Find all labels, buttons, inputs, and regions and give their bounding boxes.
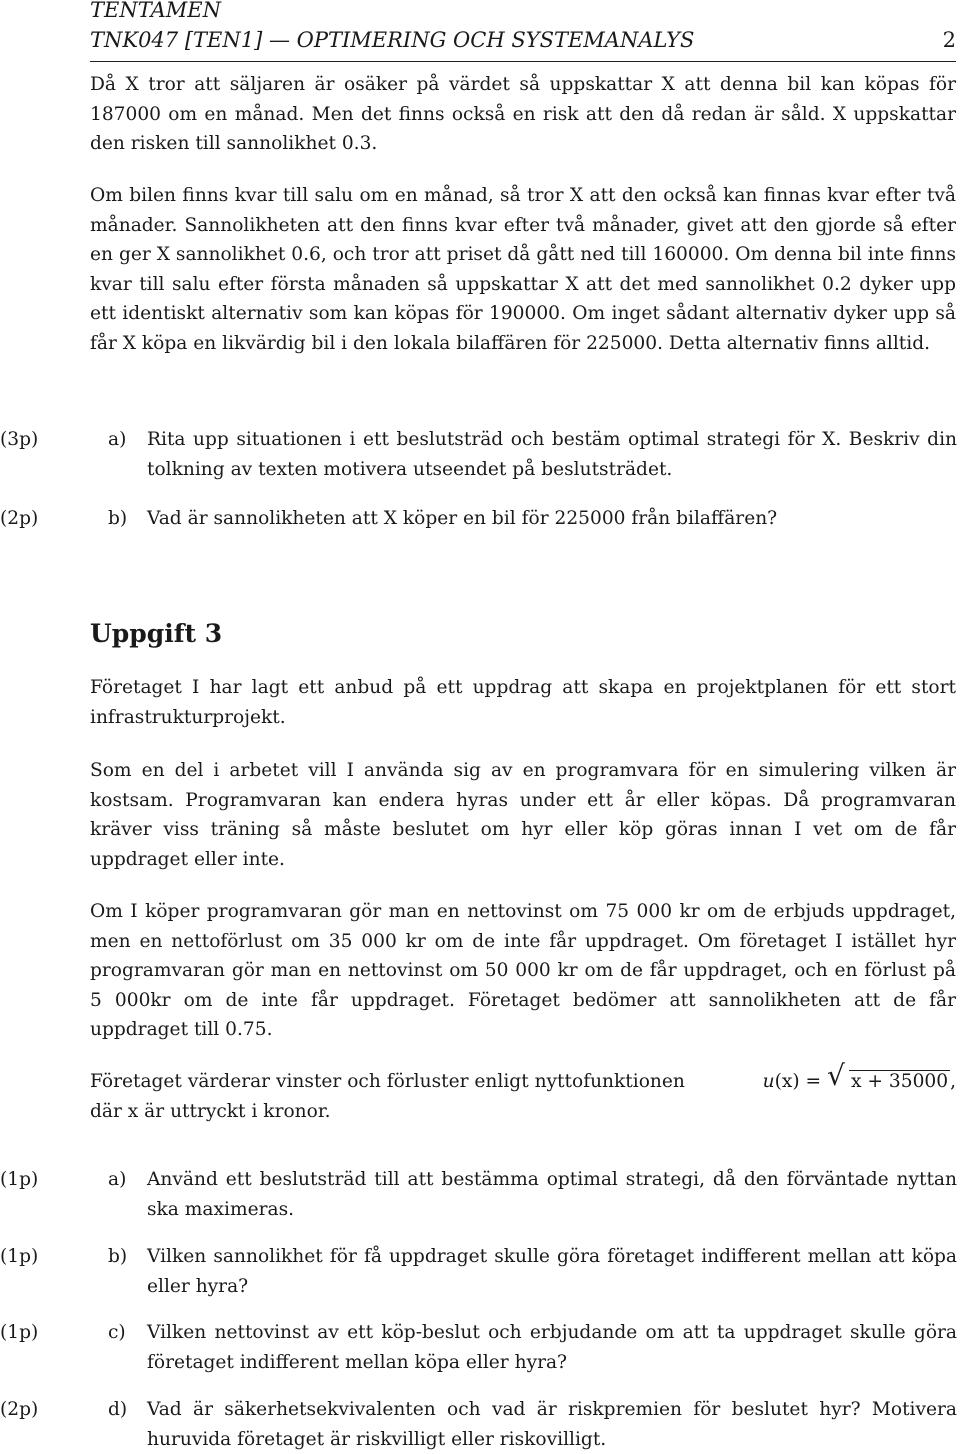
radical-sign: √ (827, 1059, 845, 1092)
utility-line (90, 1059, 956, 1097)
intro-paragraph-2: Om bilen finns kvar till salu om en månad, så tror X att den också kan finnas kvar efter två månader. Sannolikheten att den finns kvar efter två månader, givet att den gjorde så efter en ger X sannolikhet 0.6, och tror att priset då gått ned till 160000. Om denna bil inte finns kvar till salu efter första månaden så uppskattar X att det med sannolikhet 0.2 dyker upp ett identiskt alternativ som kan köpas för 190000. Om inget sådant alternativ dyker upp så får X köpa en likvärdig bil i den lokala bilaffären för 225000. Detta alternativ finns alltid. (90, 185, 956, 354)
question-text: Vad är säkerhetsekvivalenten och vad är riskpremien för beslutet hyr? Motivera huruvida företaget är riskvilligt eller riskovilligt. (147, 1399, 957, 1450)
question-label: c) (108, 1322, 126, 1343)
question-label: a) (108, 1169, 127, 1190)
question-text: Vad är sannolikheten att X köper en bil för 225000 från bilaffären? (147, 508, 778, 529)
header-course-text: TNK047 [TEN1] — OPTIMERING OCH SYSTEMANALYS (90, 28, 695, 52)
task3-paragraph-3: Om I köper programvaran gör man en nettovinst om 75 000 kr om de erbjuds uppdraget, men en nettoförlust om 35 000 kr om de inte får uppdraget. Om företaget I istället hyr programvaran gör man en nettovinst om 50 000 kr om de får uppdraget, och en förlust på 5 000kr om de inte får uppdraget. Företaget bedömer att sannolikheten att de får uppdraget till 0.75. (90, 901, 956, 1040)
task3-paragraph-2: Som en del i arbetet vill I använda sig av en programvara för en simulering vilken är kostsam. Programvaran kan endera hyras under ett år eller köpas. Då programvaran kräver viss träning så måste beslutet om hyr eller köp göras innan I vet om de får uppdraget eller inte. (90, 760, 956, 870)
question-label: a) (108, 429, 127, 450)
question-label: b) (108, 1246, 128, 1267)
square-root (827, 1059, 950, 1097)
header-title: TENTAMEN (90, 0, 221, 22)
question-points: (2p) (0, 508, 39, 529)
question-label: d) (108, 1399, 128, 1420)
task3-paragraph-1: Företaget I har lagt ett anbud på ett uppdrag att skapa en projektplanen för ett stort infrastrukturprojekt. (90, 677, 956, 728)
task3-paragraph-4 (90, 1059, 956, 1126)
question-points: (2p) (0, 1399, 39, 1420)
question-text: Vilken nettovinst av ett köp-beslut och erbjudande om att ta uppdraget skulle göra företaget indifferent mellan köpa eller hyra? (147, 1322, 957, 1373)
question-points: (3p) (0, 429, 39, 450)
question-label: b) (108, 508, 128, 529)
radicand: x + 35000 (851, 1071, 949, 1092)
question-text: Använd ett beslutsträd till att bestämma optimal strategi, då den förväntade nyttan ska maximeras. (147, 1169, 957, 1220)
question-points: (1p) (0, 1169, 39, 1190)
section-heading: Uppgift 3 (90, 619, 223, 648)
utility-formula (762, 1059, 956, 1097)
question-points: (1p) (0, 1246, 39, 1267)
header-rule (90, 61, 956, 62)
question-text: Vilken sannolikhet för få uppdraget skulle göra företaget indifferent mellan att köpa eller hyra? (147, 1246, 957, 1297)
utility-note: där x är uttryckt i kronor. (90, 1100, 331, 1122)
intro-paragraph-1: Då X tror att säljaren är osäker på värdet så uppskattar X att denna bil kan köpas för 187000 om en månad. Men det finns också en risk att den då redan är såld. X uppskattar den risken till sannolikhet 0.3. (90, 74, 956, 154)
utility-comma: , (950, 1071, 956, 1092)
question-text: Rita upp situationen i ett beslutsträd och bestäm optimal strategi för X. Beskriv din tolkning av texten motivera utseendet på beslutsträdet. (147, 429, 957, 480)
utility-text: Företaget värderar vinster och förluster enligt nyttofunktionen (90, 1071, 685, 1092)
page-number: 2 (942, 28, 956, 52)
utility-function-name: u (762, 1071, 775, 1092)
header-course (90, 26, 956, 54)
utility-function-arg: (x) = (774, 1071, 822, 1092)
question-points: (1p) (0, 1322, 39, 1343)
